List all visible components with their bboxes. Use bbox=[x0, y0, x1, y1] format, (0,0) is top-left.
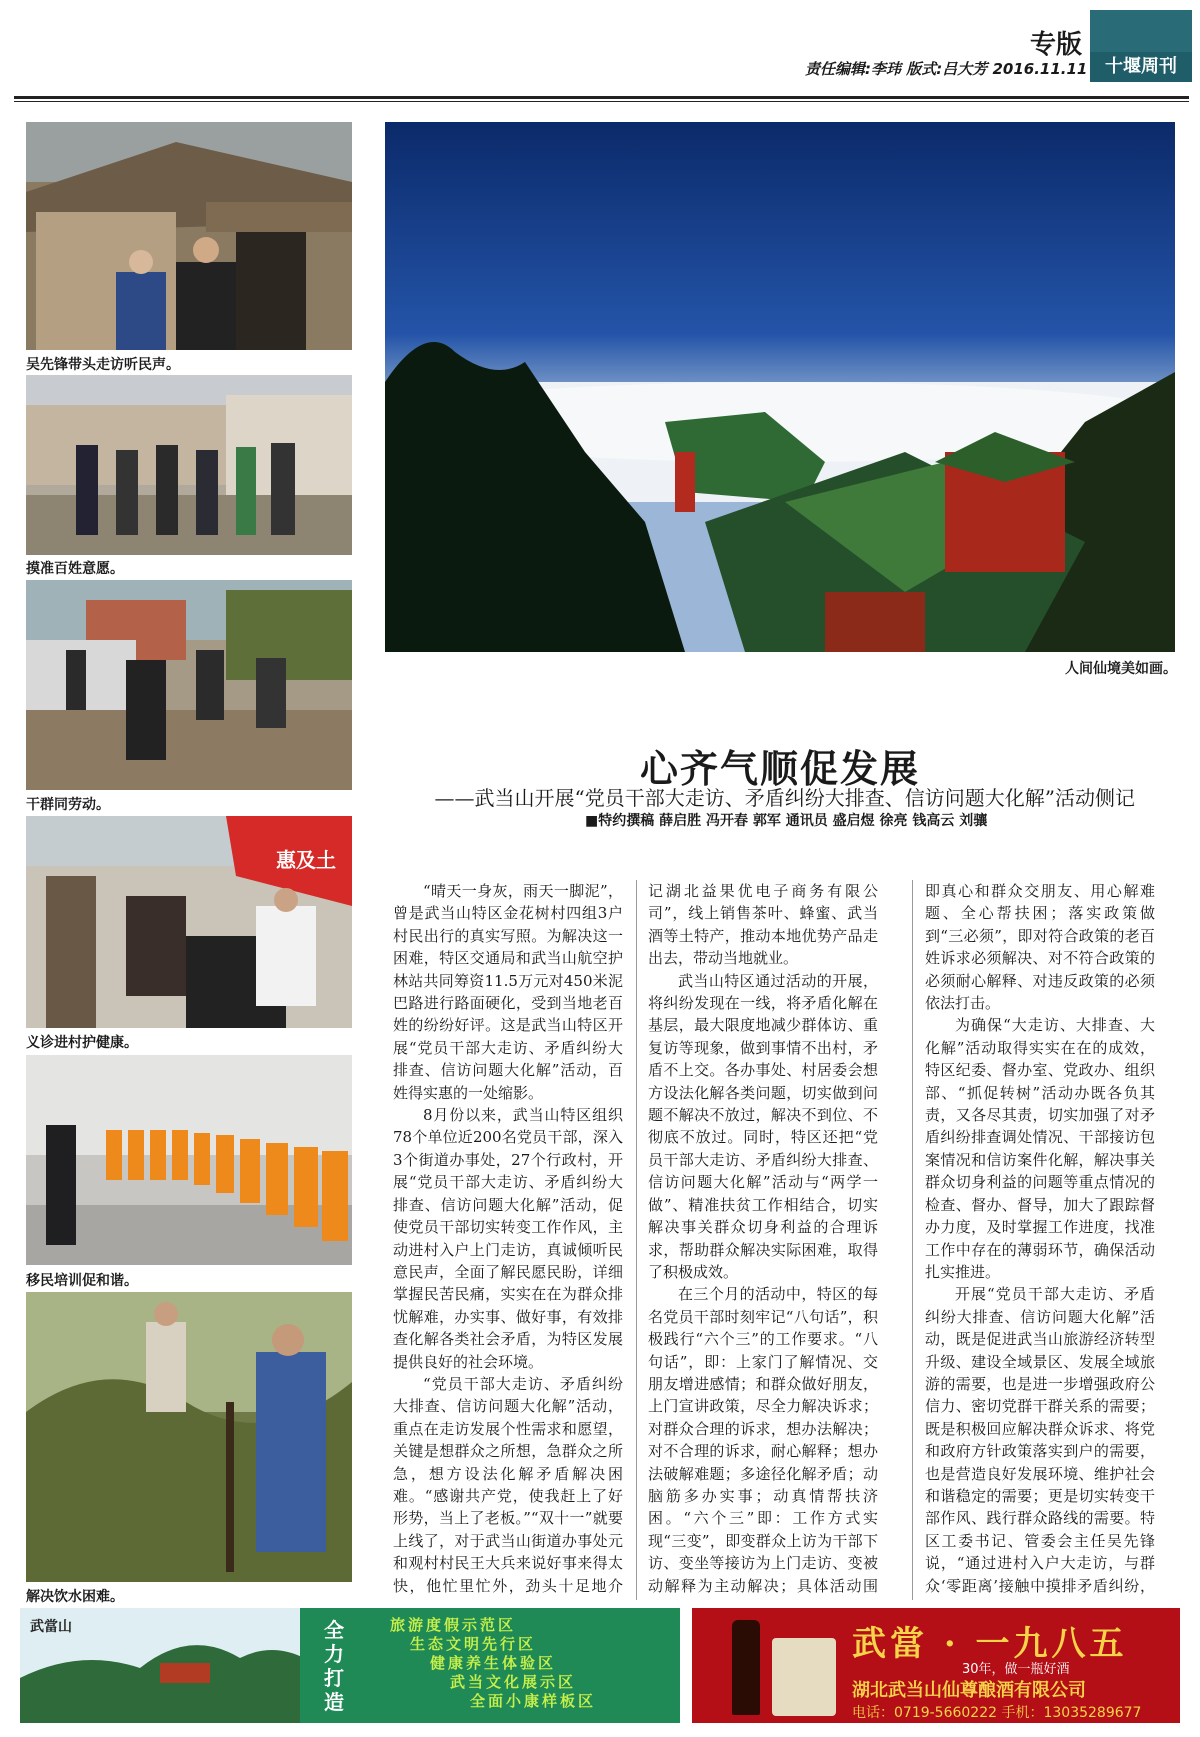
liquor-bottle-icon bbox=[732, 1620, 760, 1715]
photo-clinic bbox=[26, 816, 352, 1028]
article-subtitle: ——武当山开展“党员干部大走访、矛盾纠纷大排查、信访问题大化解”活动侧记 bbox=[434, 786, 1135, 810]
credits-line: 责任编辑:李玮 版式:吕大芳 2016.11.11 bbox=[805, 60, 1088, 78]
article-column-2 bbox=[648, 880, 878, 1600]
ad-left-logo: 武當山 bbox=[30, 1619, 72, 1635]
article-column-1 bbox=[393, 880, 623, 1600]
photo-labor bbox=[26, 580, 352, 790]
ad-line: 全面小康样板区 bbox=[470, 1692, 597, 1710]
photo-visit bbox=[26, 122, 352, 350]
section-name: 专版 bbox=[1030, 30, 1083, 60]
paragraph: 8月份以来，武当山特区组织78个单位近200名党员干部，深入3个街道办事处，27个行政村，开展“党员干部大走访、矛盾纠纷大排查、信访问题大化解”活动，促使党员干部切实转变工作作风，主动进村入户上门走访，真诚倾听民意民声，全面了解民愿民盼，详细掌握民苦民痛，实实在在为群众排忧解难，办实事、做好事，有效排查化解各类社会矛盾，为特区发展提供良好的社会环境。 bbox=[393, 1106, 623, 1371]
ad-left-lines bbox=[390, 1616, 670, 1711]
ad-left-slogan: 全力打造 bbox=[324, 1618, 344, 1714]
ad-right-phone: 电话：0719-5660222 手机：13035289677 bbox=[852, 1705, 1142, 1721]
ad-right-brand: 武當 · 一九八五 bbox=[852, 1624, 1128, 1664]
paragraph: 记湖北益果优电子商务有限公司”，线上销售茶叶、蜂蜜、武当酒等土特产，推动本地优势产品走出去，带动当地就业。 bbox=[648, 882, 878, 968]
paragraph: 武当山特区通过活动的开展，将纠纷发现在一线，将矛盾化解在基层，最大限度地减少群体访、重复访等现象，做到事情不出村，矛盾不上交。各办事处、村居委会想方设法化解各类问题，切实做到问题不解决不放过，解决不到位、不彻底不放过。同时，特区还把“党员干部大走访、矛盾纠纷大排查、信访问题大化解”活动与“两学一做”、精准扶贫工作相结合，切实解决事关群众切身利益的合理诉求，帮助群众解决实际困难，取得了积极成效。 bbox=[648, 971, 878, 1281]
article-column-3 bbox=[925, 880, 1155, 1600]
hero-photo-wudang bbox=[385, 122, 1175, 652]
paragraph: 开展“党员干部大走访、矛盾纠纷大排查、信访问题大化解”活动，既是促进武当山旅游经济转型升级、建设全域景区、发展全域旅游的需要，也是进一步增强政府公信力、密切党群干群关系的需要；既是积极回应解决群众诉求、将党和政府方针政策落实到户的需要，也是营造良好发展环境、维护社会和谐稳定的需要；更是切实转变干部作风、践行群众路线的需要。特区工委书记、管委会主任吴先锋说，“通过进村入户大走访，与群众‘零距离’接触中摸排矛盾纠纷， bbox=[925, 1285, 1155, 1595]
ad-right-company: 湖北武当山仙尊酿酒有限公司 bbox=[852, 1680, 1086, 1701]
paragraph: 在三个月的活动中，特区的每名党员干部时刻牢记“八句话”，积极践行“六个三”的工作要求。“八句话”，即：上家门了解情况、交朋友增进感情；和群众做好朋友，上门宣讲政策，尽全力解决诉求；对群众合理的诉求，想办法解决；对不合理的诉求，耐心解释；想办法破解难题；多途径化解矛盾；动脑筋多办实事；动真情帮扶济困。“六个三”即：工作方式实现“三变”，即变群众上访为干部下访、变坐等接访为上门走访、变被动解释为主动解决；具体活动围 bbox=[648, 1285, 878, 1595]
paragraph: “晴天一身灰，雨天一脚泥”，曾是武当山特区金花树村四组3户村民出行的真实写照。为解决这一困难，特区交通局和武当山航空护林站共同筹资11.5万元对450米泥巴路进行路面硬化，受到当地老百姓的纷纷好评。这是武当山特区开展“党员干部大走访、矛盾纠纷大排查、信访问题大化解”活动，百姓得实惠的一处缩影。 bbox=[393, 882, 623, 1102]
paragraph: 即真心和群众交朋友、用心解难题、全心帮扶困；落实政策做到“三必须”，即对符合政策的老百姓诉求必须解决、对不符合政策的必须耐心解释、对违反政策的必须依法打击。 bbox=[925, 882, 1155, 1013]
header-rule-thin bbox=[14, 101, 1189, 102]
ad-right-tagline: 30年，做一瓶好酒 bbox=[962, 1662, 1070, 1677]
caption-opinion: 摸准百姓意愿。 bbox=[26, 561, 124, 577]
ad-line: 旅游度假示范区 bbox=[390, 1616, 517, 1634]
ad-line: 武当文化展示区 bbox=[450, 1673, 577, 1691]
photo-training bbox=[26, 1055, 352, 1265]
photo-water bbox=[26, 1292, 352, 1582]
ad-line: 生态文明先行区 bbox=[410, 1635, 537, 1653]
column-divider bbox=[636, 880, 637, 1600]
photo-opinion bbox=[26, 375, 352, 555]
column-divider bbox=[912, 880, 913, 1600]
caption-labor: 干群同劳动。 bbox=[26, 797, 110, 813]
liquor-box-icon bbox=[772, 1638, 836, 1716]
masthead-emblem bbox=[1090, 10, 1192, 52]
caption-training: 移民培训促和谐。 bbox=[26, 1273, 138, 1289]
ad-tourism-banner bbox=[20, 1608, 680, 1723]
paragraph: “党员干部大走访、矛盾纠纷大排查、信访问题大化解”活动，重点在走访发展个性需求和愿望，关键是想群众之所想，急群众之所急，想方设法化解矛盾解决困难。“感谢共产党，使我赶上了好形势，当上了老板。”“双十一”就要上线了，对于武当山街道办事处元和观村村民王大兵来说好事来得太快，他忙里忙外，劲头十足地介 bbox=[393, 1374, 623, 1595]
masthead-title: 十堰周刊 bbox=[1090, 52, 1192, 82]
ad-line: 健康养生体验区 bbox=[430, 1654, 557, 1672]
caption-visit: 吴先锋带头走访听民声。 bbox=[26, 357, 180, 373]
caption-water: 解决饮水困难。 bbox=[26, 1589, 124, 1605]
article-headline: 心齐气顺促发展 bbox=[639, 746, 920, 791]
ad-liquor-banner bbox=[692, 1608, 1180, 1723]
article-byline: ■特约撰稿 薛启胜 冯开春 郭军 通讯员 盛启煜 徐亮 钱高云 刘骧 bbox=[585, 813, 988, 829]
header-rule bbox=[14, 96, 1189, 99]
caption-clinic: 义诊进村护健康。 bbox=[26, 1035, 138, 1051]
paragraph: 为确保“大走访、大排查、大化解”活动取得实实在在的成效，特区纪委、督办室、党政办、组织部、“抓促转树”活动办既各负其责，又各尽其责，切实加强了对矛盾纠纷排查调处情况、干部接访包案情况和信访案件化解，解决事关群众切身利益的问题等重点情况的检查、督办、督导，加大了跟踪督办力度，及时掌握工作进度，找准工作中存在的薄弱环节，确保活动扎实推进。 bbox=[925, 1016, 1155, 1281]
clinic-banner-text: 惠及土 bbox=[276, 848, 336, 872]
caption-hero: 人间仙境美如画。 bbox=[1065, 661, 1177, 677]
